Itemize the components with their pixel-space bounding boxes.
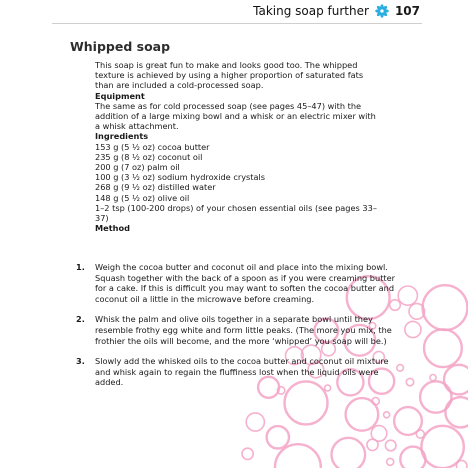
method-heading: Method [95,223,130,234]
method-steps [76,262,396,398]
bubble [397,365,404,372]
recipe-body [95,60,380,233]
page-number: 107 [394,4,420,18]
ingredient-item: 235 g (8 ½ oz) coconut oil [95,151,203,162]
header-rule [52,23,422,24]
bubble [384,412,390,418]
step-text: Weigh the cocoa butter and coconut oil and place into the mixing bowl. Squash together with the back of a spoon as if you were creaming butter for a cake. If this is difficult you may want to soften the cocoa butter and coconut oil a little in the microwave before creaming. [95,262,396,304]
ingredients-heading: Ingredients [95,131,149,142]
bubble [423,285,468,330]
bubble [275,444,321,468]
flower-icon [375,4,389,18]
bubble [430,375,436,381]
bubble [387,458,394,465]
step-number: 2. [76,314,85,325]
step-number: 3. [76,356,85,367]
bubble [406,378,413,385]
method-step [76,262,396,304]
bubble [444,365,468,395]
bubble [242,448,253,459]
bubble [420,381,451,412]
page-header [0,0,468,22]
step-number: 1. [76,262,85,272]
ingredient-item: 200 g (7 oz) palm oil [95,162,180,173]
bubble [424,329,462,367]
bubble [371,426,387,442]
ingredient-item: 153 g (5 ½ oz) cocoa butter [95,141,210,152]
method-step [76,356,396,388]
ingredient-item: 148 g (5 ½ oz) olive oil [95,192,190,203]
bubble [445,397,468,427]
bubble [416,430,424,438]
ingredients-list [95,142,380,224]
bubble [409,304,425,320]
bubble [367,439,378,450]
equipment-text: The same as for cold processed soap (see pages 45–47) with the addition of a large mixing bowl and a whisk or an electric mixer with a whisk attachment. [95,100,376,132]
bubble [398,286,417,305]
step-text: Slowly add the whisked oils to the cocoa butter and coconut oil mixture and whisk again to regain the fluffiness lost when the liquid oils were added. [95,356,389,388]
method-step [76,314,396,346]
bubble [456,461,467,468]
bubble [246,413,264,431]
bubble [332,438,366,468]
ingredient-item: 100 g (3 ½ oz) sodium hydroxide crystals [95,172,266,183]
section-title: Whipped soap [70,39,171,54]
ingredient-item: 1–2 tsp (100-200 drops) of your chosen essential oils (see pages 33–37) [95,202,377,224]
bubble [346,398,379,431]
bubble [421,426,463,468]
bubble [405,321,421,337]
bubble [372,398,379,405]
ingredient-item: 268 g (9 ½ oz) distilled water [95,182,216,193]
bubble [400,447,425,468]
step-text: Whisk the palm and olive oils together in a separate bowl until they resemble frothy egg white and form little peaks. (The more you mix, the frothier the oils will become, and the more ‘whipped’ you soap will be.) [95,314,392,346]
equipment-heading: Equipment [95,90,145,101]
intro-paragraph: This soap is great fun to make and looks good too. The whipped texture is achieved by using a higher proportion of saturated fats than are included a cold-processed soap. [95,60,364,91]
bubble [267,426,289,448]
bubble [394,407,422,435]
bubble [385,440,396,451]
running-title: Taking soap further [253,4,369,18]
